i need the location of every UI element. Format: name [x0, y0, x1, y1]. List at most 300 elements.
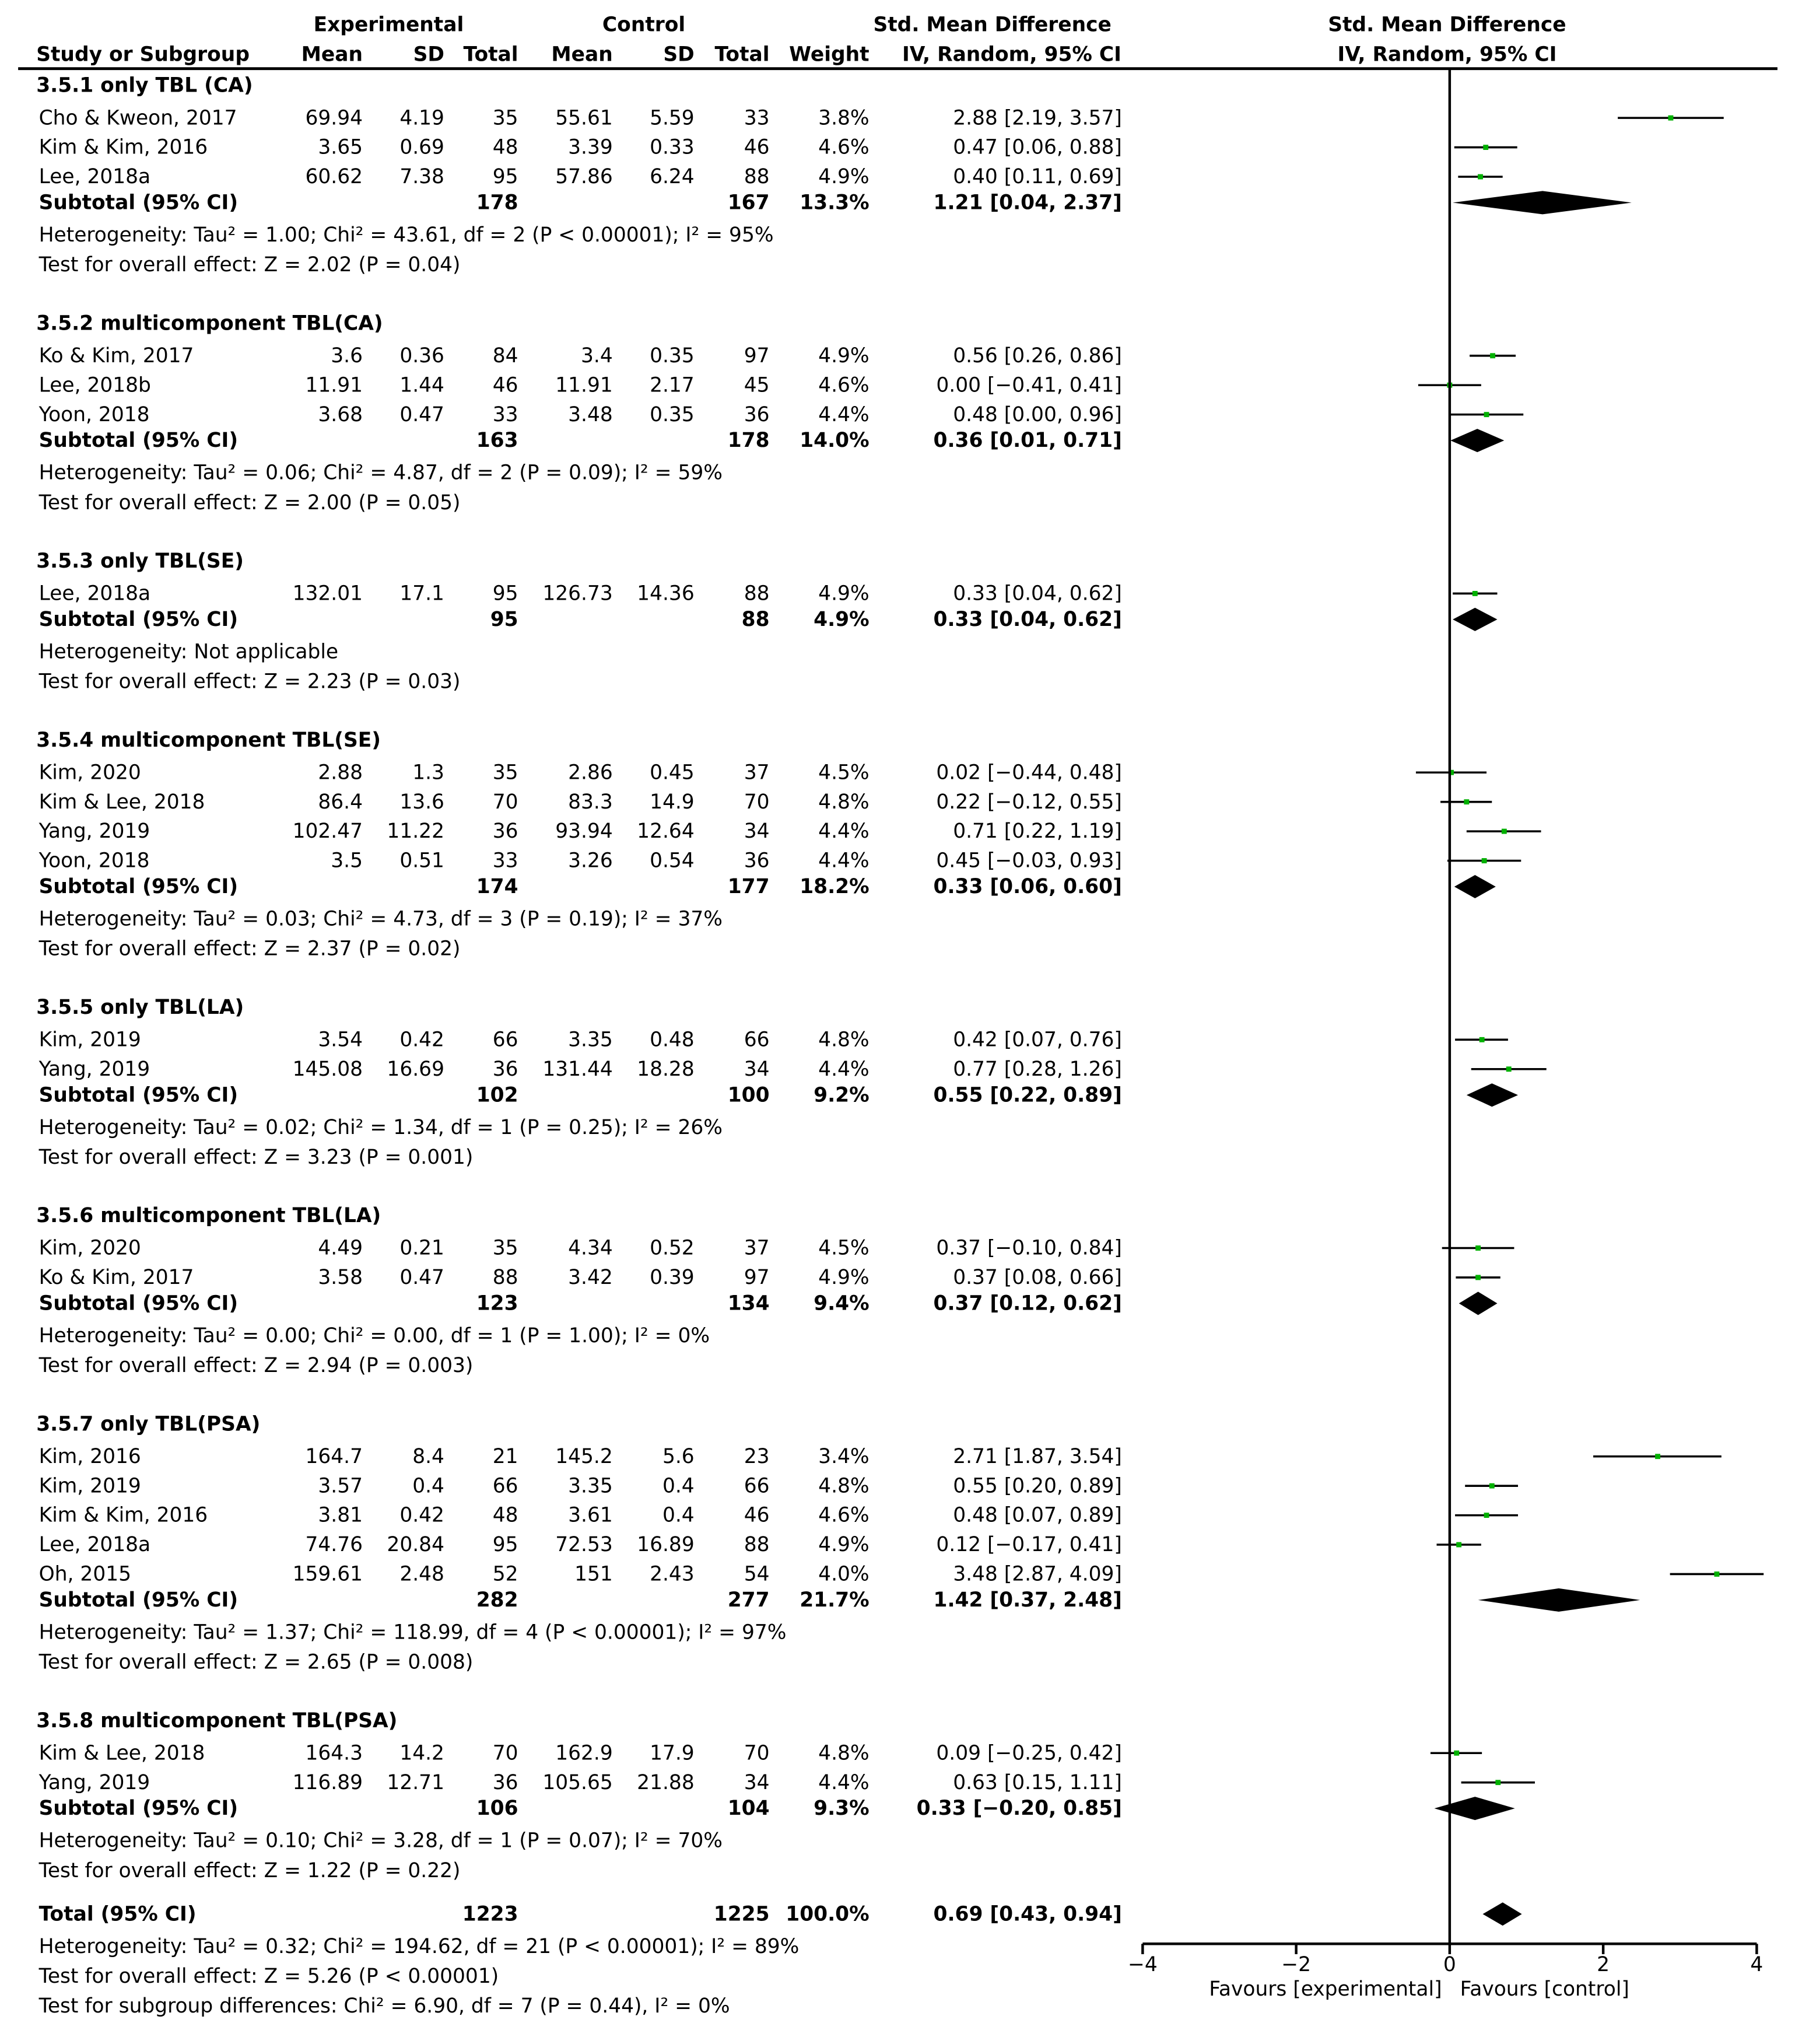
study-point-estimate — [1475, 1245, 1481, 1251]
study-exp-sd: 0.36 — [399, 344, 444, 368]
subtotal-exp-total: 163 — [476, 429, 518, 453]
effect-column-title: Std. Mean Difference — [873, 13, 1112, 37]
study-exp-total: 35 — [492, 106, 518, 130]
subgroup-overall-effect: Test for overall effect: Z = 2.23 (P = 0.03) — [38, 670, 461, 694]
study-ctl-mean: 93.94 — [555, 820, 613, 844]
subtotal-ctl-total: 134 — [727, 1292, 770, 1315]
study-effect-ci: 0.48 [0.00, 0.96] — [953, 402, 1122, 426]
subgroup-heterogeneity: Heterogeneity: Tau² = 0.10; Chi² = 3.28, df = 1 (P = 0.07); I² = 70% — [38, 1829, 723, 1853]
study-name: Yang, 2019 — [38, 1770, 150, 1794]
study-exp-total: 66 — [492, 1474, 518, 1498]
x-tick-label: −4 — [1127, 1952, 1158, 1976]
forest-plot-area — [1128, 69, 1764, 2001]
plot-method-header: IV, Random, 95% CI — [1337, 43, 1557, 66]
study-weight: 4.4% — [818, 849, 870, 873]
subtotal-weight: 4.9% — [814, 607, 870, 631]
study-ctl-total: 37 — [744, 761, 770, 785]
subgroup-title: 3.5.7 only TBL(PSA) — [36, 1412, 261, 1436]
study-ctl-total: 66 — [744, 1028, 770, 1052]
study-ctl-mean: 55.61 — [555, 106, 613, 130]
study-weight: 4.9% — [818, 344, 870, 368]
study-exp-mean: 3.6 — [331, 344, 363, 368]
study-effect-ci: 0.40 [0.11, 0.69] — [953, 165, 1122, 189]
subtotal-diamond — [1453, 608, 1497, 631]
experimental-group-header: Experimental — [313, 13, 464, 37]
study-weight: 3.8% — [818, 106, 870, 130]
study-exp-mean: 69.94 — [305, 106, 363, 130]
study-effect-ci: 2.88 [2.19, 3.57] — [953, 106, 1122, 130]
subgroup-overall-effect: Test for overall effect: Z = 2.65 (P = 0.008) — [38, 1650, 474, 1674]
study-weight: 4.9% — [818, 582, 870, 606]
study-ctl-mean: 126.73 — [542, 582, 613, 606]
study-name: Kim, 2019 — [38, 1028, 141, 1052]
study-exp-sd: 1.3 — [412, 761, 444, 785]
study-ctl-mean: 3.61 — [568, 1503, 613, 1527]
subtotal-diamond — [1435, 1797, 1515, 1820]
study-name: Lee, 2018b — [38, 373, 151, 397]
study-ctl-total: 97 — [744, 1266, 770, 1290]
study-ctl-sd: 18.28 — [637, 1057, 695, 1081]
study-exp-total: 66 — [492, 1028, 518, 1052]
subtotal-ctl-total: 178 — [727, 429, 770, 453]
study-ctl-sd: 0.48 — [650, 1028, 695, 1052]
study-exp-mean: 159.61 — [292, 1562, 363, 1586]
subgroup-overall-effect: Test for overall effect: Z = 3.23 (P = 0.001) — [38, 1145, 474, 1169]
study-name: Kim, 2019 — [38, 1474, 141, 1498]
total-ctl-total: 1225 — [713, 1902, 770, 1926]
study-name: Kim, 2020 — [38, 761, 141, 785]
x-tick-label: −2 — [1281, 1952, 1311, 1976]
subtotal-weight: 13.3% — [800, 191, 870, 215]
study-weight: 4.5% — [818, 761, 870, 785]
study-exp-total: 33 — [492, 849, 518, 873]
study-exp-mean: 11.91 — [305, 373, 363, 397]
study-name: Ko & Kim, 2017 — [38, 344, 194, 368]
study-effect-ci: 0.33 [0.04, 0.62] — [953, 582, 1122, 606]
study-weight: 4.4% — [818, 1057, 870, 1081]
subtotal-effect-ci: 0.33 [−0.20, 0.85] — [916, 1797, 1122, 1821]
subgroup-heterogeneity: Heterogeneity: Tau² = 0.06; Chi² = 4.87, df = 2 (P = 0.09); I² = 59% — [38, 461, 723, 485]
study-exp-sd: 12.71 — [387, 1770, 444, 1794]
plot-title: Std. Mean Difference — [1328, 13, 1566, 37]
study-name: Cho & Kweon, 2017 — [38, 106, 237, 130]
subgroup-overall-effect: Test for overall effect: Z = 2.02 (P = 0.04) — [38, 253, 461, 277]
subgroup-heterogeneity: Heterogeneity: Tau² = 0.03; Chi² = 4.73, df = 3 (P = 0.19); I² = 37% — [38, 907, 723, 931]
study-effect-ci: 0.22 [−0.12, 0.55] — [936, 790, 1122, 814]
study-point-estimate — [1502, 829, 1507, 834]
study-exp-mean: 2.88 — [318, 761, 363, 785]
study-effect-ci: 0.56 [0.26, 0.86] — [953, 344, 1122, 368]
study-effect-ci: 0.71 [0.22, 1.19] — [953, 820, 1122, 844]
study-weight: 4.8% — [818, 1028, 870, 1052]
study-exp-sd: 0.69 — [399, 135, 444, 159]
subtotal-ctl-total: 277 — [727, 1588, 770, 1612]
study-point-estimate — [1483, 145, 1488, 150]
subtotal-diamond — [1450, 429, 1504, 452]
total-diamond — [1483, 1902, 1522, 1926]
subtotal-label: Subtotal (95% CI) — [38, 875, 239, 899]
study-ctl-total: 97 — [744, 344, 770, 368]
study-name: Yang, 2019 — [38, 820, 150, 844]
subgroup-overall-effect: Test for overall effect: Z = 1.22 (P = 0.22) — [38, 1859, 461, 1882]
study-ctl-sd: 0.4 — [662, 1474, 695, 1498]
study-exp-sd: 11.22 — [387, 820, 444, 844]
study-exp-total: 46 — [492, 373, 518, 397]
subgroup-title: 3.5.6 multicomponent TBL(LA) — [36, 1204, 381, 1228]
study-exp-mean: 102.47 — [292, 820, 363, 844]
study-weight: 4.8% — [818, 1474, 870, 1498]
study-exp-sd: 14.2 — [399, 1741, 444, 1765]
study-ctl-mean: 162.9 — [555, 1741, 613, 1765]
study-column-header: Study or Subgroup — [36, 43, 250, 66]
study-point-estimate — [1668, 116, 1673, 121]
study-ctl-mean: 151 — [574, 1562, 613, 1586]
subtotal-exp-total: 95 — [490, 607, 518, 631]
subtotal-label: Subtotal (95% CI) — [38, 429, 239, 453]
subtotal-exp-total: 123 — [476, 1292, 518, 1315]
subtotal-diamond — [1459, 1292, 1498, 1315]
study-exp-mean: 3.58 — [318, 1266, 363, 1290]
study-exp-mean: 3.68 — [318, 402, 363, 426]
study-ctl-sd: 14.36 — [637, 582, 695, 606]
study-weight: 4.6% — [818, 373, 870, 397]
study-name: Kim & Lee, 2018 — [38, 790, 205, 814]
study-name: Yoon, 2018 — [38, 402, 150, 426]
study-ctl-total: 45 — [744, 373, 770, 397]
study-exp-sd: 4.19 — [399, 106, 444, 130]
study-effect-ci: 0.37 [0.08, 0.66] — [953, 1266, 1122, 1290]
study-name: Kim & Kim, 2016 — [38, 1503, 208, 1527]
subtotal-label: Subtotal (95% CI) — [38, 1292, 239, 1315]
study-ctl-sd: 0.52 — [650, 1236, 695, 1260]
study-weight: 4.9% — [818, 165, 870, 189]
study-exp-mean: 164.7 — [305, 1444, 363, 1468]
study-weight: 4.0% — [818, 1562, 870, 1586]
subtotal-weight: 9.3% — [814, 1797, 870, 1821]
study-point-estimate — [1478, 174, 1483, 180]
study-ctl-mean: 3.42 — [568, 1266, 613, 1290]
ctl-sd-header: SD — [663, 43, 695, 66]
study-effect-ci: 0.47 [0.06, 0.88] — [953, 135, 1122, 159]
study-weight: 4.4% — [818, 820, 870, 844]
study-weight: 4.5% — [818, 1236, 870, 1260]
study-ctl-mean: 4.34 — [568, 1236, 613, 1260]
study-exp-mean: 3.81 — [318, 1503, 363, 1527]
favours-left-label: Favours [experimental] — [1209, 1978, 1442, 2001]
study-exp-total: 52 — [492, 1562, 518, 1586]
study-ctl-total: 34 — [744, 1770, 770, 1794]
subtotal-effect-ci: 0.36 [0.01, 0.71] — [933, 429, 1122, 453]
study-exp-mean: 60.62 — [305, 165, 363, 189]
subtotal-effect-ci: 1.42 [0.37, 2.48] — [933, 1588, 1122, 1612]
study-exp-total: 95 — [492, 165, 518, 189]
subtotal-effect-ci: 0.33 [0.06, 0.60] — [933, 875, 1122, 899]
study-effect-ci: 3.48 [2.87, 4.09] — [953, 1562, 1122, 1586]
study-exp-mean: 3.65 — [318, 135, 363, 159]
study-ctl-mean: 3.4 — [581, 344, 613, 368]
study-ctl-total: 46 — [744, 135, 770, 159]
x-tick-label: 0 — [1443, 1952, 1456, 1976]
favours-right-label: Favours [control] — [1460, 1978, 1629, 2001]
study-effect-ci: 0.00 [−0.41, 0.41] — [936, 373, 1122, 397]
study-exp-total: 88 — [492, 1266, 518, 1290]
study-ctl-mean: 2.86 — [568, 761, 613, 785]
study-ctl-sd: 2.43 — [650, 1562, 695, 1586]
subtotal-ctl-total: 88 — [741, 607, 770, 631]
study-weight: 3.4% — [818, 1444, 870, 1468]
study-exp-total: 48 — [492, 1503, 518, 1527]
study-ctl-total: 34 — [744, 820, 770, 844]
study-effect-ci: 0.48 [0.07, 0.89] — [953, 1503, 1122, 1527]
study-weight: 4.8% — [818, 1741, 870, 1765]
study-name: Lee, 2018a — [38, 1533, 151, 1557]
weight-header: Weight — [789, 43, 870, 66]
study-exp-total: 21 — [492, 1444, 518, 1468]
study-exp-total: 35 — [492, 761, 518, 785]
study-exp-total: 48 — [492, 135, 518, 159]
study-effect-ci: 0.09 [−0.25, 0.42] — [936, 1741, 1122, 1765]
subgroup-heterogeneity: Heterogeneity: Not applicable — [38, 640, 339, 664]
study-table — [18, 13, 1778, 2018]
study-exp-total: 36 — [492, 1770, 518, 1794]
subtotal-label: Subtotal (95% CI) — [38, 191, 239, 215]
subtotal-exp-total: 102 — [476, 1083, 518, 1107]
study-exp-sd: 0.51 — [399, 849, 444, 873]
study-effect-ci: 0.37 [−0.10, 0.84] — [936, 1236, 1122, 1260]
study-exp-total: 36 — [492, 1057, 518, 1081]
subtotal-weight: 9.2% — [814, 1083, 870, 1107]
study-point-estimate — [1484, 412, 1489, 417]
study-exp-sd: 1.44 — [399, 373, 444, 397]
study-name: Ko & Kim, 2017 — [38, 1266, 194, 1290]
study-exp-mean: 86.4 — [318, 790, 363, 814]
study-ctl-total: 46 — [744, 1503, 770, 1527]
study-exp-sd: 0.4 — [412, 1474, 444, 1498]
study-ctl-sd: 0.35 — [650, 344, 695, 368]
study-exp-sd: 13.6 — [399, 790, 444, 814]
study-point-estimate — [1454, 1751, 1459, 1756]
study-exp-mean: 74.76 — [305, 1533, 363, 1557]
subgroup-overall-effect: Test for overall effect: Z = 2.00 (P = 0.05) — [38, 491, 461, 514]
study-point-estimate — [1655, 1454, 1660, 1459]
subtotal-label: Subtotal (95% CI) — [38, 607, 239, 631]
study-exp-mean: 132.01 — [292, 582, 363, 606]
study-point-estimate — [1464, 799, 1469, 804]
study-ctl-total: 88 — [744, 582, 770, 606]
study-exp-total: 70 — [492, 790, 518, 814]
study-ctl-mean: 11.91 — [555, 373, 613, 397]
study-point-estimate — [1482, 858, 1487, 863]
study-weight: 4.9% — [818, 1266, 870, 1290]
subtotal-effect-ci: 0.37 [0.12, 0.62] — [933, 1292, 1122, 1315]
study-ctl-mean: 3.48 — [568, 402, 613, 426]
study-ctl-sd: 0.33 — [650, 135, 695, 159]
study-ctl-mean: 83.3 — [568, 790, 613, 814]
study-exp-sd: 7.38 — [399, 165, 444, 189]
study-ctl-mean: 131.44 — [542, 1057, 613, 1081]
subtotal-exp-total: 174 — [476, 875, 518, 899]
study-ctl-mean: 3.35 — [568, 1474, 613, 1498]
study-exp-total: 84 — [492, 344, 518, 368]
study-point-estimate — [1495, 1780, 1501, 1785]
study-name: Yang, 2019 — [38, 1057, 150, 1081]
subgroup-title: 3.5.3 only TBL(SE) — [36, 550, 244, 573]
study-effect-ci: 2.71 [1.87, 3.54] — [953, 1444, 1122, 1468]
subtotal-label: Subtotal (95% CI) — [38, 1797, 239, 1821]
subtotal-ctl-total: 104 — [727, 1797, 770, 1821]
study-name: Lee, 2018a — [38, 165, 151, 189]
subgroup-overall-effect: Test for overall effect: Z = 2.94 (P = 0.003) — [38, 1354, 474, 1378]
total-effect-ci: 0.69 [0.43, 0.94] — [933, 1902, 1122, 1926]
study-exp-sd: 16.69 — [387, 1057, 444, 1081]
total-weight: 100.0% — [786, 1902, 870, 1926]
subgroup-differences-test: Test for subgroup differences: Chi² = 6.90, df = 7 (P = 0.44), I² = 0% — [38, 1994, 730, 2018]
study-ctl-sd: 16.89 — [637, 1533, 695, 1557]
study-effect-ci: 0.45 [−0.03, 0.93] — [936, 849, 1122, 873]
study-ctl-sd: 21.88 — [637, 1770, 695, 1794]
study-point-estimate — [1489, 1483, 1495, 1489]
exp-sd-header: SD — [413, 43, 444, 66]
study-effect-ci: 0.63 [0.15, 1.11] — [953, 1770, 1122, 1794]
total-label: Total (95% CI) — [38, 1902, 197, 1926]
study-name: Yoon, 2018 — [38, 849, 150, 873]
study-effect-ci: 0.77 [0.28, 1.26] — [953, 1057, 1122, 1081]
study-ctl-total: 33 — [744, 106, 770, 130]
total-heterogeneity: Heterogeneity: Tau² = 0.32; Chi² = 194.62, df = 21 (P < 0.00001); I² = 89% — [38, 1934, 800, 1958]
study-exp-mean: 145.08 — [292, 1057, 363, 1081]
study-exp-total: 95 — [492, 582, 518, 606]
x-tick-label: 2 — [1597, 1952, 1610, 1976]
study-exp-mean: 3.5 — [331, 849, 363, 873]
study-weight: 4.8% — [818, 790, 870, 814]
study-point-estimate — [1456, 1542, 1461, 1548]
exp-total-header: Total — [463, 43, 518, 66]
study-name: Kim & Kim, 2016 — [38, 135, 208, 159]
study-ctl-mean: 3.39 — [568, 135, 613, 159]
study-ctl-sd: 5.6 — [662, 1444, 695, 1468]
study-exp-total: 70 — [492, 1741, 518, 1765]
subgroup-title: 3.5.1 only TBL (CA) — [36, 74, 253, 97]
study-ctl-mean: 3.26 — [568, 849, 613, 873]
subtotal-effect-ci: 1.21 [0.04, 2.37] — [933, 191, 1122, 215]
study-ctl-sd: 5.59 — [650, 106, 695, 130]
study-weight: 4.4% — [818, 402, 870, 426]
study-exp-mean: 116.89 — [292, 1770, 363, 1794]
subgroup-heterogeneity: Heterogeneity: Tau² = 0.02; Chi² = 1.34, df = 1 (P = 0.25); I² = 26% — [38, 1115, 723, 1139]
study-exp-mean: 164.3 — [305, 1741, 363, 1765]
study-exp-sd: 0.21 — [399, 1236, 444, 1260]
subtotal-effect-ci: 0.33 [0.04, 0.62] — [933, 607, 1122, 631]
subtotal-diamond — [1454, 875, 1496, 898]
study-exp-mean: 4.49 — [318, 1236, 363, 1260]
study-effect-ci: 0.02 [−0.44, 0.48] — [936, 761, 1122, 785]
study-ctl-sd: 0.45 — [650, 761, 695, 785]
study-exp-total: 36 — [492, 820, 518, 844]
total-exp-total: 1223 — [462, 1902, 518, 1926]
study-ctl-sd: 0.39 — [650, 1266, 695, 1290]
study-name: Kim, 2020 — [38, 1236, 141, 1260]
subtotal-exp-total: 106 — [476, 1797, 518, 1821]
subtotal-exp-total: 178 — [476, 191, 518, 215]
study-name: Lee, 2018a — [38, 582, 151, 606]
subtotal-weight: 14.0% — [800, 429, 870, 453]
study-weight: 4.6% — [818, 135, 870, 159]
study-point-estimate — [1480, 1037, 1485, 1042]
study-ctl-sd: 17.9 — [650, 1741, 695, 1765]
subtotal-label: Subtotal (95% CI) — [38, 1083, 239, 1107]
subtotal-weight: 21.7% — [800, 1588, 870, 1612]
study-point-estimate — [1506, 1066, 1512, 1072]
study-ctl-mean: 72.53 — [555, 1533, 613, 1557]
subtotal-exp-total: 282 — [476, 1588, 518, 1612]
subtotal-ctl-total: 100 — [727, 1083, 770, 1107]
study-ctl-total: 34 — [744, 1057, 770, 1081]
subtotal-ctl-total: 177 — [727, 875, 770, 899]
study-effect-ci: 0.12 [−0.17, 0.41] — [936, 1533, 1122, 1557]
study-ctl-mean: 57.86 — [555, 165, 613, 189]
study-ctl-sd: 0.4 — [662, 1503, 695, 1527]
study-ctl-total: 37 — [744, 1236, 770, 1260]
effect-method-header: IV, Random, 95% CI — [902, 43, 1121, 66]
study-ctl-total: 23 — [744, 1444, 770, 1468]
study-weight: 4.6% — [818, 1503, 870, 1527]
study-ctl-total: 36 — [744, 849, 770, 873]
study-exp-sd: 0.47 — [399, 402, 444, 426]
study-ctl-total: 66 — [744, 1474, 770, 1498]
study-ctl-mean: 3.35 — [568, 1028, 613, 1052]
control-group-header: Control — [602, 13, 686, 37]
study-ctl-mean: 105.65 — [542, 1770, 613, 1794]
study-ctl-total: 88 — [744, 165, 770, 189]
study-point-estimate — [1475, 1275, 1481, 1280]
subtotal-ctl-total: 167 — [727, 191, 770, 215]
ctl-total-header: Total — [714, 43, 770, 66]
study-ctl-total: 70 — [744, 1741, 770, 1765]
study-exp-total: 35 — [492, 1236, 518, 1260]
study-ctl-sd: 0.54 — [650, 849, 695, 873]
study-ctl-sd: 2.17 — [650, 373, 695, 397]
study-weight: 4.9% — [818, 1533, 870, 1557]
study-point-estimate — [1490, 353, 1495, 358]
subtotal-diamond — [1467, 1083, 1518, 1107]
study-ctl-sd: 0.35 — [650, 402, 695, 426]
study-exp-mean: 3.57 — [318, 1474, 363, 1498]
study-name: Kim, 2016 — [38, 1444, 141, 1468]
study-exp-sd: 2.48 — [399, 1562, 444, 1586]
study-name: Oh, 2015 — [38, 1562, 132, 1586]
total-overall-effect: Test for overall effect: Z = 5.26 (P < 0.00001) — [38, 1964, 499, 1988]
subgroup-heterogeneity: Heterogeneity: Tau² = 0.00; Chi² = 0.00, df = 1 (P = 1.00); I² = 0% — [38, 1324, 710, 1348]
study-effect-ci: 0.55 [0.20, 0.89] — [953, 1474, 1122, 1498]
study-ctl-sd: 6.24 — [650, 165, 695, 189]
subgroup-heterogeneity: Heterogeneity: Tau² = 1.37; Chi² = 118.99, df = 4 (P < 0.00001); I² = 97% — [38, 1620, 787, 1644]
study-ctl-sd: 14.9 — [650, 790, 695, 814]
study-point-estimate — [1473, 591, 1478, 596]
subtotal-weight: 18.2% — [800, 875, 870, 899]
study-exp-sd: 17.1 — [399, 582, 444, 606]
study-weight: 4.4% — [818, 1770, 870, 1794]
study-exp-total: 33 — [492, 402, 518, 426]
study-ctl-total: 54 — [744, 1562, 770, 1586]
study-exp-sd: 0.47 — [399, 1266, 444, 1290]
study-ctl-sd: 12.64 — [637, 820, 695, 844]
study-exp-total: 95 — [492, 1533, 518, 1557]
x-tick-label: 4 — [1750, 1952, 1764, 1976]
study-exp-sd: 0.42 — [399, 1028, 444, 1052]
study-ctl-total: 88 — [744, 1533, 770, 1557]
study-exp-sd: 8.4 — [412, 1444, 444, 1468]
study-exp-sd: 20.84 — [387, 1533, 444, 1557]
